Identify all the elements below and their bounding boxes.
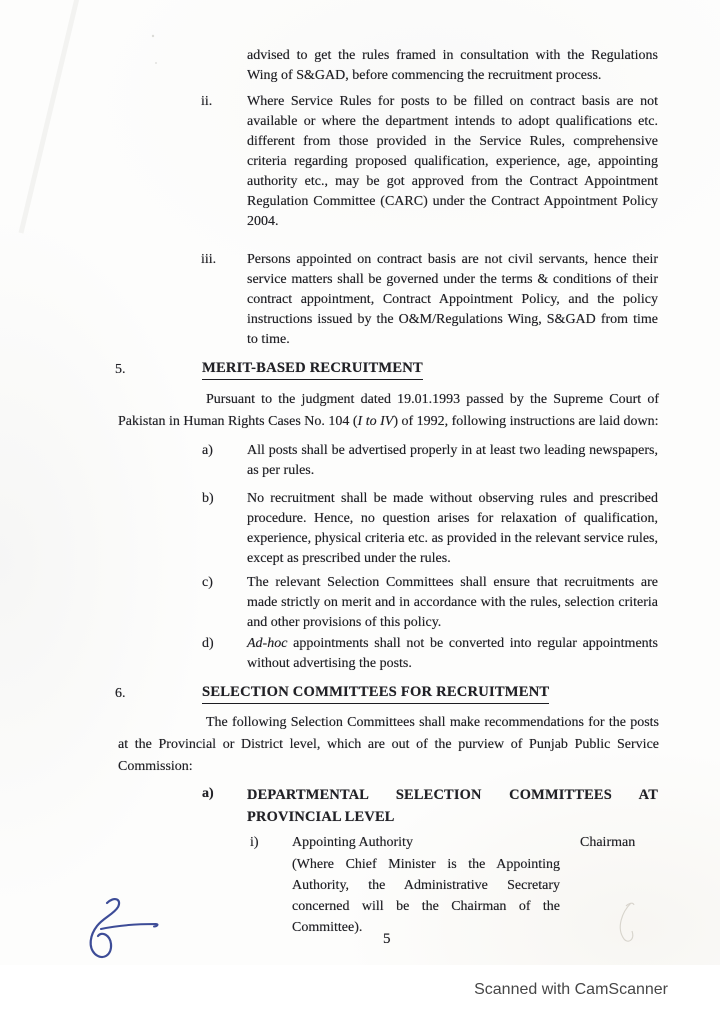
section-6-number: 6. bbox=[115, 686, 126, 701]
list-item-iii-text: Persons appointed on contract basis are not civil servants, hence their service matters shall be governed under the terms & conditions of their contract appointment, Contract Appointment Policy, and the policy instructions issued by the O&M/Regulations Wing, S&GAD from time to time. bbox=[247, 252, 658, 347]
section-5-number: 5. bbox=[115, 362, 126, 377]
item-c-label: c) bbox=[202, 575, 213, 590]
item-d-text bbox=[247, 634, 658, 674]
sub-a-heading-line2: PROVINCIAL LEVEL bbox=[247, 809, 395, 825]
list-label-iii: iii. bbox=[201, 252, 217, 267]
intro-text-pre: Pursuant to the judgment dated 19.01.1993 passed by the Supreme Court of Pakistan in Human Rights Cases No. 104 ( bbox=[118, 392, 659, 429]
page-number: 5 bbox=[383, 931, 391, 947]
item-b-label: b) bbox=[202, 491, 214, 506]
scan-speck bbox=[155, 62, 157, 64]
item-c-text: The relevant Selection Committees shall ensure that recruitments are made strictly on merit and in accordance with the rules, selection criteria and other provisions of this policy. bbox=[247, 575, 658, 630]
intro-text-italic: I to IV bbox=[357, 414, 394, 429]
item-d-italic-lead: Ad-hoc bbox=[247, 636, 288, 651]
sub-item-i-label: i) bbox=[250, 835, 259, 850]
list-item-ii-text: Where Service Rules for posts to be filled on contract basis are not available or where the department intends to adopt qualifications etc. different from those provided in the Service Rules, comprehensive criteria regarding proposed qualification, experience, age, appointing authority etc., may be got approved from the Contract Appointment Regulation Committee (CARC) under the Contract Appointment Policy 2004. bbox=[247, 94, 658, 229]
signature-ink bbox=[74, 896, 169, 968]
item-d-label: d) bbox=[202, 636, 214, 651]
pencil-mark bbox=[620, 903, 634, 941]
continuation-paragraph: advised to get the rules framed in consultation with the Regulations Wing of S&GAD, before commencing the recruitment process. bbox=[247, 48, 658, 83]
camscanner-label: Scanned with CamScanner bbox=[474, 981, 668, 998]
item-a-text: All posts shall be advertised properly in at least two leading newspapers, as per rules. bbox=[247, 443, 658, 478]
paper-crease bbox=[21, 0, 78, 233]
item-a-label: a) bbox=[202, 443, 213, 458]
sub-a-heading bbox=[247, 784, 658, 828]
item-b-text: No recruitment shall be made without observing rules and prescribed procedure. Hence, no question arises for relaxation of qualification, experience, physical criteria etc. as provided in the relevant service rules, except as prescribed under the rules. bbox=[247, 491, 658, 566]
sub-a-heading-line1: DEPARTMENTAL SELECTION COMMITTEES AT bbox=[247, 787, 658, 803]
section-6-heading-text: SELECTION COMMITTEES FOR RECRUITMENT bbox=[202, 684, 549, 704]
section-6-heading bbox=[202, 683, 549, 704]
item-d-rest: appointments shall not be converted into regular appointments without advertising the posts. bbox=[247, 636, 658, 671]
section-5-heading bbox=[202, 359, 423, 380]
sub-a-label: a) bbox=[202, 786, 214, 801]
sub-item-i-note: (Where Chief Minister is the Appointing Authority, the Administrative Secretary concerned will be the Chairman of the Committee). bbox=[292, 857, 560, 935]
camscanner-footer bbox=[0, 965, 720, 1019]
section-6-intro: The following Selection Committees shall make recommendations for the posts at the Provincial or District level, which are out of the purview of Punjab Public Service Commission: bbox=[118, 715, 659, 774]
list-label-ii: ii. bbox=[201, 94, 213, 109]
scan-speck bbox=[152, 35, 154, 37]
sub-item-i-role: Chairman bbox=[580, 835, 636, 850]
section-5-intro bbox=[118, 389, 659, 433]
paper-crease-soft bbox=[21, 0, 78, 233]
section-5-heading-text: MERIT-BASED RECRUITMENT bbox=[202, 360, 423, 380]
intro-text-post: ) of 1992, following instructions are laid down: bbox=[393, 414, 659, 429]
sub-item-i-title: Appointing Authority bbox=[292, 835, 413, 850]
